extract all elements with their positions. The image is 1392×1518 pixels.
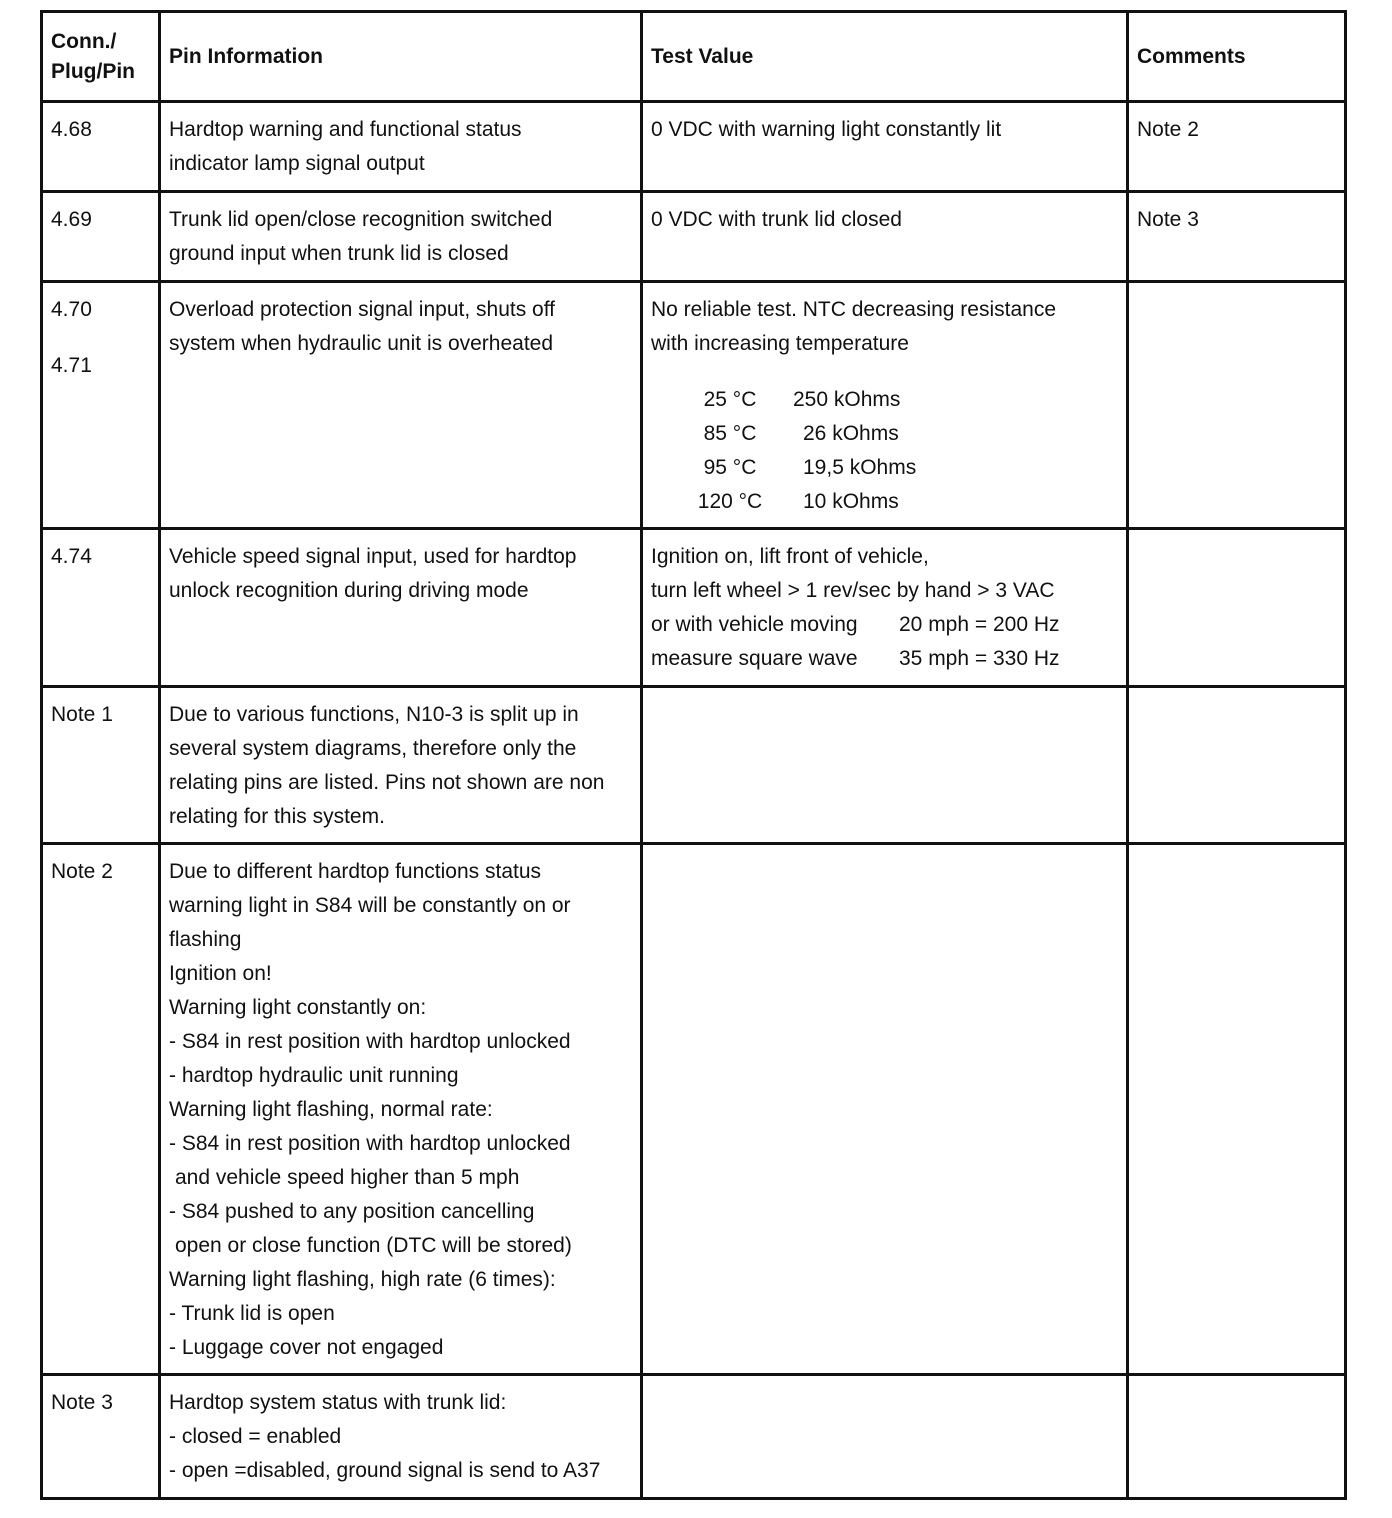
note-line: - S84 in rest position with hardtop unlocked	[169, 1030, 571, 1053]
comment-cell: Note 3	[1128, 192, 1346, 282]
info-cell	[160, 282, 642, 529]
note-line: open or close function (DTC will be stored)	[175, 1234, 572, 1257]
info-cell	[160, 192, 642, 282]
note-line: warning light in S84 will be constantly on or	[169, 894, 571, 917]
test-line: with increasing temperature	[651, 332, 909, 355]
note-line: - hardtop hydraulic unit running	[169, 1064, 459, 1087]
note-line: relating for this system.	[169, 805, 385, 828]
comment-cell	[1128, 282, 1346, 529]
empty-cell	[1128, 1375, 1346, 1499]
note-line: Due to different hardtop functions status	[169, 860, 542, 883]
note-line: Warning light flashing, high rate (6 times):	[169, 1268, 556, 1291]
table-row	[42, 282, 1346, 529]
resistance-value: 26 kOhms	[803, 422, 899, 445]
note-line: Hardtop system status with trunk lid:	[169, 1391, 507, 1414]
temperature-value: 85 °C	[703, 422, 757, 445]
note-line: - open =disabled, ground signal is send to A37	[169, 1459, 601, 1482]
info-line: Hardtop warning and functional status	[169, 118, 522, 141]
empty-cell	[642, 844, 1128, 1375]
test-line: 0 VDC with warning light constantly lit	[651, 118, 1002, 141]
info-line: indicator lamp signal output	[169, 152, 425, 175]
note-line: Warning light constantly on:	[169, 996, 427, 1019]
empty-cell	[642, 687, 1128, 844]
header-pin-information: Pin Information	[160, 12, 642, 102]
header-pin	[42, 12, 160, 102]
speed-label: measure square wave	[651, 647, 858, 670]
note-row	[42, 844, 1346, 1375]
speed-row	[651, 608, 1118, 642]
speed-value: 35 mph = 330 Hz	[899, 647, 1060, 670]
note-label: Note 2	[42, 844, 160, 1375]
header-row	[42, 12, 1346, 102]
test-cell	[642, 282, 1128, 529]
info-line: ground input when trunk lid is closed	[169, 242, 509, 265]
note-line: - S84 in rest position with hardtop unlocked	[169, 1132, 571, 1155]
note-line: - Luggage cover not engaged	[169, 1336, 444, 1359]
table-row	[42, 192, 1346, 282]
info-cell	[160, 529, 642, 687]
temperature-value: 95 °C	[703, 456, 757, 479]
test-gap	[651, 361, 1118, 383]
pin-cell: 4.68	[42, 102, 160, 192]
test-cell	[642, 529, 1128, 687]
header-comments: Comments	[1128, 12, 1346, 102]
pin-value: 4.71	[51, 354, 92, 377]
note-line: Warning light flashing, normal rate:	[169, 1098, 493, 1121]
note-line: - S84 pushed to any position cancelling	[169, 1200, 535, 1223]
info-line: Trunk lid open/close recognition switched	[169, 208, 553, 231]
empty-cell	[1128, 687, 1346, 844]
info-line: Overload protection signal input, shuts off	[169, 298, 556, 321]
note-text-cell	[160, 687, 642, 844]
note-line: Ignition on!	[169, 962, 272, 985]
note-line: relating pins are listed. Pins not shown are non	[169, 771, 605, 794]
note-row	[42, 1375, 1346, 1499]
speed-label: or with vehicle moving	[651, 613, 858, 636]
table-row	[42, 529, 1346, 687]
note-text-cell	[160, 1375, 642, 1499]
note-line: - Trunk lid is open	[169, 1302, 335, 1325]
empty-cell	[1128, 844, 1346, 1375]
pin-cell: 4.74	[42, 529, 160, 687]
empty-cell	[642, 1375, 1128, 1499]
test-cell	[642, 102, 1128, 192]
pin-info-table	[40, 10, 1347, 1500]
test-cell	[642, 192, 1128, 282]
info-line: Vehicle speed signal input, used for hardtop	[169, 545, 577, 568]
table-row	[42, 102, 1346, 192]
temperature-resistance-list	[695, 383, 1118, 519]
speed-value: 20 mph = 200 Hz	[899, 613, 1060, 636]
pin-cell	[42, 282, 160, 529]
resistance-value: 250 kOhms	[793, 388, 901, 411]
info-line: system when hydraulic unit is overheated	[169, 332, 554, 355]
temperature-value: 25 °C	[703, 388, 757, 411]
info-line: unlock recognition during driving mode	[169, 579, 529, 602]
info-cell	[160, 102, 642, 192]
comment-cell: Note 2	[1128, 102, 1346, 192]
resistance-value: 19,5 kOhms	[803, 456, 917, 479]
test-line: No reliable test. NTC decreasing resistance	[651, 298, 1057, 321]
note-label: Note 3	[42, 1375, 160, 1499]
header-pin-line-1: Conn./	[51, 29, 117, 53]
note-text-cell	[160, 844, 642, 1375]
note-line: Due to various functions, N10-3 is split up in	[169, 703, 579, 726]
note-label: Note 1	[42, 687, 160, 844]
temperature-value: 120 °C	[697, 490, 763, 513]
header-pin-line-2: Plug/Pin	[51, 59, 135, 83]
test-line: 0 VDC with trunk lid closed	[651, 208, 902, 231]
header-test-value: Test Value	[642, 12, 1128, 102]
note-row	[42, 687, 1346, 844]
note-line: and vehicle speed higher than 5 mph	[175, 1166, 520, 1189]
test-line: turn left wheel > 1 rev/sec by hand > 3 VAC	[651, 579, 1055, 602]
resistance-value: 10 kOhms	[803, 490, 899, 513]
pin-cell: 4.69	[42, 192, 160, 282]
pin-value: 4.70	[51, 298, 92, 321]
pin-gap	[51, 327, 150, 349]
test-line: Ignition on, lift front of vehicle,	[651, 545, 929, 568]
note-line: several system diagrams, therefore only the	[169, 737, 577, 760]
speed-row	[651, 642, 1118, 676]
comment-cell	[1128, 529, 1346, 687]
note-line: - closed = enabled	[169, 1425, 342, 1448]
note-line: flashing	[169, 928, 242, 951]
